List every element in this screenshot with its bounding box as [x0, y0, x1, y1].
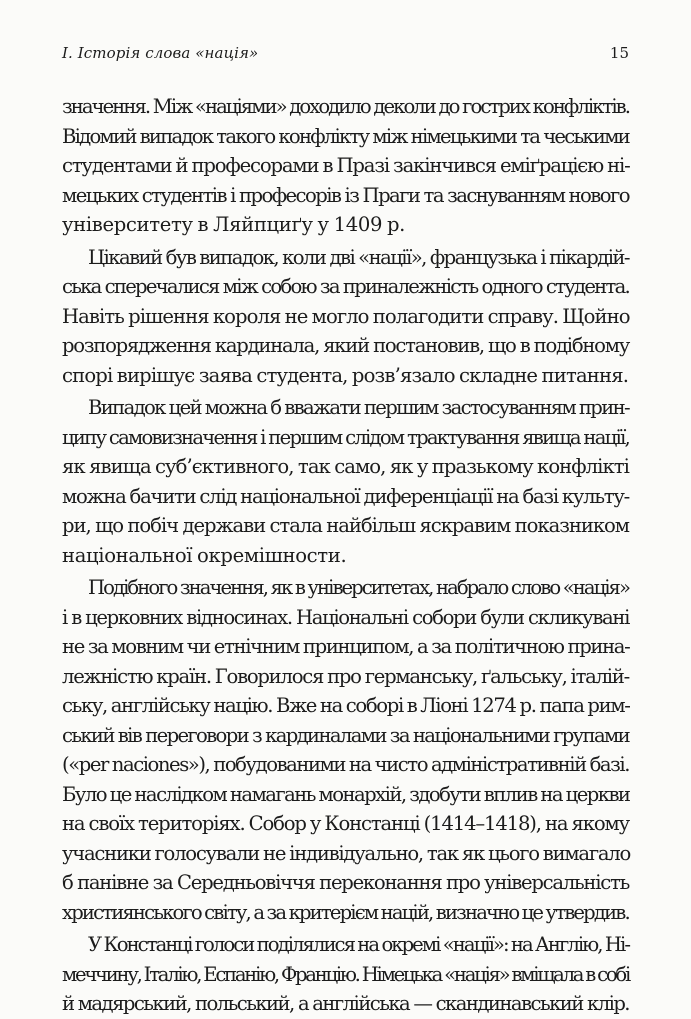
- text-line: як явища суб’єктивного, так само, як у празькому конфлікті: [62, 455, 629, 478]
- paragraph: [62, 92, 629, 240]
- running-header: [62, 44, 629, 66]
- text-line: розпорядження кардинала, який постановив, що в подібному: [62, 334, 629, 357]
- text-line: національної окремішности.: [62, 543, 347, 567]
- text-line: меччину, Італію, Еспанію, Францію. Німецька «нація» вміщала в собі: [62, 962, 629, 986]
- text-line: ську, англійську націю. Вже на соборі в Ліоні 1274 р. папа рим-: [62, 694, 630, 717]
- text-line: ський вів переговори з кардиналами за національними групами: [62, 723, 629, 747]
- text-line: Подібного значення, як в університетах, набрало слово «нація»: [88, 576, 629, 599]
- text-line: Було це наслідком намагань монархій, здобути вплив на церкви: [62, 782, 630, 806]
- text-line: університету в Ляйпциґу у 1409 р.: [62, 213, 406, 236]
- text-line: можна бачити слід національної диференціації на базі культу-: [62, 484, 629, 508]
- text-line: й мадярський, польський, а англійська — скандинавський клір.: [62, 992, 629, 1015]
- text-line: Цікавий був випадок, коли дві «нації», французька і пікардій-: [88, 245, 629, 269]
- paragraph: [62, 573, 629, 927]
- text-line: Випадок цей можна б вважати першим застосуванням прин-: [88, 396, 629, 419]
- paragraph: [62, 930, 629, 1019]
- text-line: учасники голосували не індивідуально, так як цього вимагало: [62, 841, 631, 865]
- paragraph: [62, 393, 629, 570]
- text-line: («per naciones»), побудованими на чисто адміністративній базі.: [62, 753, 629, 776]
- text-line: християнського світу, а за критерієм націй, визначно це утвердив.: [62, 900, 629, 924]
- text-line: і в церковних відносинах. Національні собори були скликувані: [62, 605, 629, 629]
- text-line: б панівне за Середньовіччя переконання про універсальність: [62, 871, 629, 894]
- text-line: У Констанці голоси поділялися на окремі «нації»: на Англію, Ні-: [88, 933, 629, 956]
- text-line: ципу самовизначення і першим слідом трактування явища нації,: [62, 425, 629, 449]
- text-line: ська сперечалися між собою за приналежність одного студента.: [62, 275, 629, 298]
- text-line: значення. Між «націями» доходило деколи до гострих конфліктів.: [62, 95, 629, 118]
- page-number: 15: [609, 44, 629, 62]
- text-line: Навіть рішення короля не могло полагодити справу. Щойно: [62, 304, 630, 328]
- text-line: ри, що побіч держави стала найбільш яскравим показником: [62, 514, 629, 537]
- text-line: спорі вирішує заява студента, розв’язало складне питання.: [62, 363, 629, 387]
- paragraph: [62, 243, 629, 391]
- text-line: на своїх територіях. Собор у Констанці (1414–1418), на якому: [62, 812, 629, 835]
- text-line: Відомий випадок такого конфлікту між німецькими та чеськими: [62, 124, 629, 148]
- text-line: лежністю країн. Говорилося про германську, ґальську, італій-: [62, 664, 629, 688]
- chapter-title: I. Історія слова «нація»: [62, 44, 259, 62]
- text-line: студентами й професорами в Празі закінчився еміґрацією ні-: [62, 154, 630, 177]
- text-line: мецьких студентів і професорів із Праги та заснуванням нового: [62, 183, 629, 207]
- body-text: [62, 92, 629, 1019]
- text-line: не за мовним чи етнічним принципом, а за політичною прина-: [62, 635, 630, 658]
